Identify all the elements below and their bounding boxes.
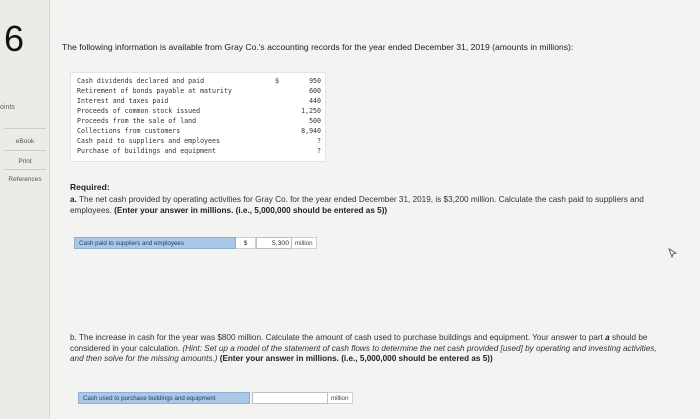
part-a-answer-input[interactable] xyxy=(256,237,292,249)
row-value: $ 950 xyxy=(275,77,321,85)
part-b-hint: (Hint: Set up a model of the statement of cash flows to determine the net cash provided [used] by operating and investing activities, and then solve for the missing amounts.) xyxy=(70,343,657,363)
part-b-answer-label: Cash used to purchase buildings and equipment xyxy=(78,392,250,404)
table-row xyxy=(77,136,321,146)
part-b-text-letter: a xyxy=(605,333,610,342)
table-row xyxy=(77,146,321,156)
table-row xyxy=(77,116,321,126)
row-label: Proceeds of common stock issued xyxy=(77,107,201,115)
part-b-text-cont: should be considered in your calculation. xyxy=(70,333,648,353)
row-label: Cash paid to suppliers and employees xyxy=(77,137,220,145)
print-link[interactable]: Print xyxy=(18,158,32,165)
row-label: Retirement of bonds payable at maturity xyxy=(77,87,232,95)
ebook-link[interactable]: eBook xyxy=(15,138,35,145)
part-b-question xyxy=(70,333,660,365)
part-a-letter: a. xyxy=(70,195,77,204)
part-a-text: The net cash provided by operating activities for Gray Co. for the year ended December 31, 2019, is $3,200 million. Calculate the cash paid to suppliers and employees. xyxy=(70,195,644,215)
sidebar xyxy=(0,0,50,419)
mouse-cursor-icon xyxy=(668,248,678,258)
row-label: Cash dividends declared and paid xyxy=(77,77,205,85)
part-b-answer-row xyxy=(78,391,353,405)
table-row xyxy=(77,86,321,96)
part-a-unit: million xyxy=(292,237,317,249)
points-label: oints xyxy=(0,104,15,111)
part-b-text: The increase in cash for the year was $800 million. Calculate the amount of cash used to purchase buildings and equipment. Your answer to part xyxy=(78,333,603,342)
row-value: 600 xyxy=(309,87,321,95)
accounting-data-table xyxy=(70,72,326,162)
table-row xyxy=(77,96,321,106)
row-label: Collections from customers xyxy=(77,127,181,135)
row-label: Interest and taxes paid xyxy=(77,97,169,105)
part-a-answer-label: Cash paid to suppliers and employees xyxy=(74,237,236,249)
table-row xyxy=(77,126,321,136)
row-value: 500 xyxy=(309,117,321,125)
part-a-instruction: (Enter your answer in millions. (i.e., 5,000,000 should be entered as 5)) xyxy=(114,205,388,215)
part-b-answer-input[interactable] xyxy=(252,392,328,404)
sidebar-divider xyxy=(4,150,46,151)
table-row xyxy=(77,106,321,116)
currency-symbol: $ xyxy=(275,77,279,85)
table-row xyxy=(77,76,321,86)
sidebar-divider xyxy=(4,169,46,170)
part-a-question xyxy=(70,195,660,216)
intro-text: The following information is available from Gray Co.'s accounting records for the year ended December 31, 2019 (amounts in millions): xyxy=(62,42,574,52)
part-a-answer-row xyxy=(74,236,317,250)
row-value: ? xyxy=(317,147,321,155)
required-heading: Required: xyxy=(70,182,110,192)
references-link[interactable]: References xyxy=(8,176,42,183)
sidebar-divider xyxy=(4,128,46,129)
currency-symbol: $ xyxy=(236,237,256,249)
row-value: 440 xyxy=(309,97,321,105)
row-value: 1,250 xyxy=(301,107,321,115)
part-b-instruction: (Enter your answer in millions. (i.e., 5,000,000 should be entered as 5)) xyxy=(219,354,493,363)
question-number: 6 xyxy=(4,18,25,59)
part-b-unit: million xyxy=(328,392,353,404)
row-value: ? xyxy=(317,137,321,145)
row-label: Proceeds from the sale of land xyxy=(77,117,197,125)
part-b-letter: b. xyxy=(70,333,77,342)
row-label: Purchase of buildings and equipment xyxy=(77,147,216,155)
row-value: 8,940 xyxy=(301,127,321,135)
